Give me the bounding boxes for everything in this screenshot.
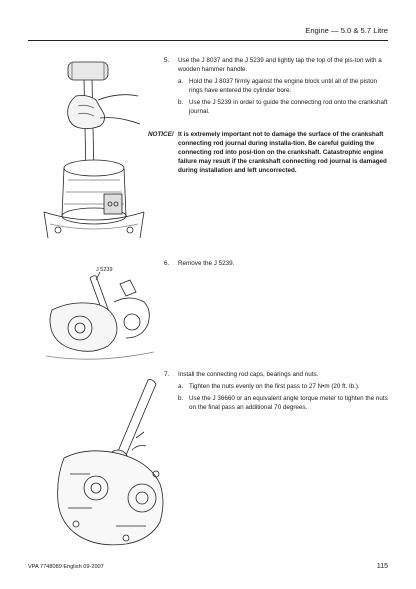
- step-5: [164, 56, 388, 116]
- fig2-callout-label: J 5239: [96, 267, 113, 273]
- substep-text: Use the J 5239 in order to guide the connecting rod onto the crankshaft journal.: [189, 99, 388, 115]
- footer-document-id: VPA 7748089 English 09-2007: [28, 564, 104, 570]
- step-text: Use the J 8037 and the J 5239 and lightly tap the top of the pis-ton with a wooden hammer handle.: [178, 57, 382, 73]
- substep-text: Use the J 36660 or an equivalent angle torque meter to tighten the nuts on the final pass an additional 70 degrees.: [189, 395, 388, 411]
- step-text: Remove the J 5239.: [178, 260, 235, 267]
- step-number: 7.: [164, 371, 170, 378]
- page-header-title: Engine — 5.0 & 5.7 Litre: [305, 26, 388, 35]
- substep-text: Tighten the nuts evenly on the first pass to 27 N•m (20 ft. lb.).: [189, 383, 360, 390]
- substep-letter: a.: [178, 78, 184, 85]
- substep-7b: [164, 394, 388, 412]
- page-number: 115: [376, 563, 388, 570]
- step-number: 6.: [164, 260, 170, 267]
- piston-install-illustration: [38, 56, 150, 238]
- connecting-rod-guide-illustration: [44, 262, 156, 362]
- notice-text: It is extremely important not to damage the surface of the crankshaft connecting rod journal during installa-tion. Be careful guiding the connecting rod into posi-tion on the crankshaft. Catastrophic engine failure may result if the crankshaft connecting rod journal is damaged during installation and left uncorrected.: [178, 131, 387, 174]
- substep-letter: b.: [178, 99, 184, 106]
- substep-5a: [164, 77, 388, 95]
- step-number: 5.: [164, 57, 170, 64]
- substep-7a: [164, 382, 388, 391]
- substep-letter: a.: [178, 383, 184, 390]
- notice-block: [148, 130, 388, 175]
- step-6: [164, 259, 388, 268]
- notice-label: NOTICE!: [148, 131, 174, 138]
- step-text: Install the connecting rod caps, bearings and nuts.: [178, 371, 319, 378]
- substep-text: Hold the J 8037 firmly against the engine block until all of the piston rings have entered the cylinder bore.: [189, 78, 377, 94]
- substep-5b: [164, 98, 388, 116]
- header-rule: [28, 40, 388, 41]
- substep-letter: b.: [178, 395, 184, 402]
- torque-angle-meter-illustration: [56, 378, 168, 546]
- step-7: [164, 370, 388, 412]
